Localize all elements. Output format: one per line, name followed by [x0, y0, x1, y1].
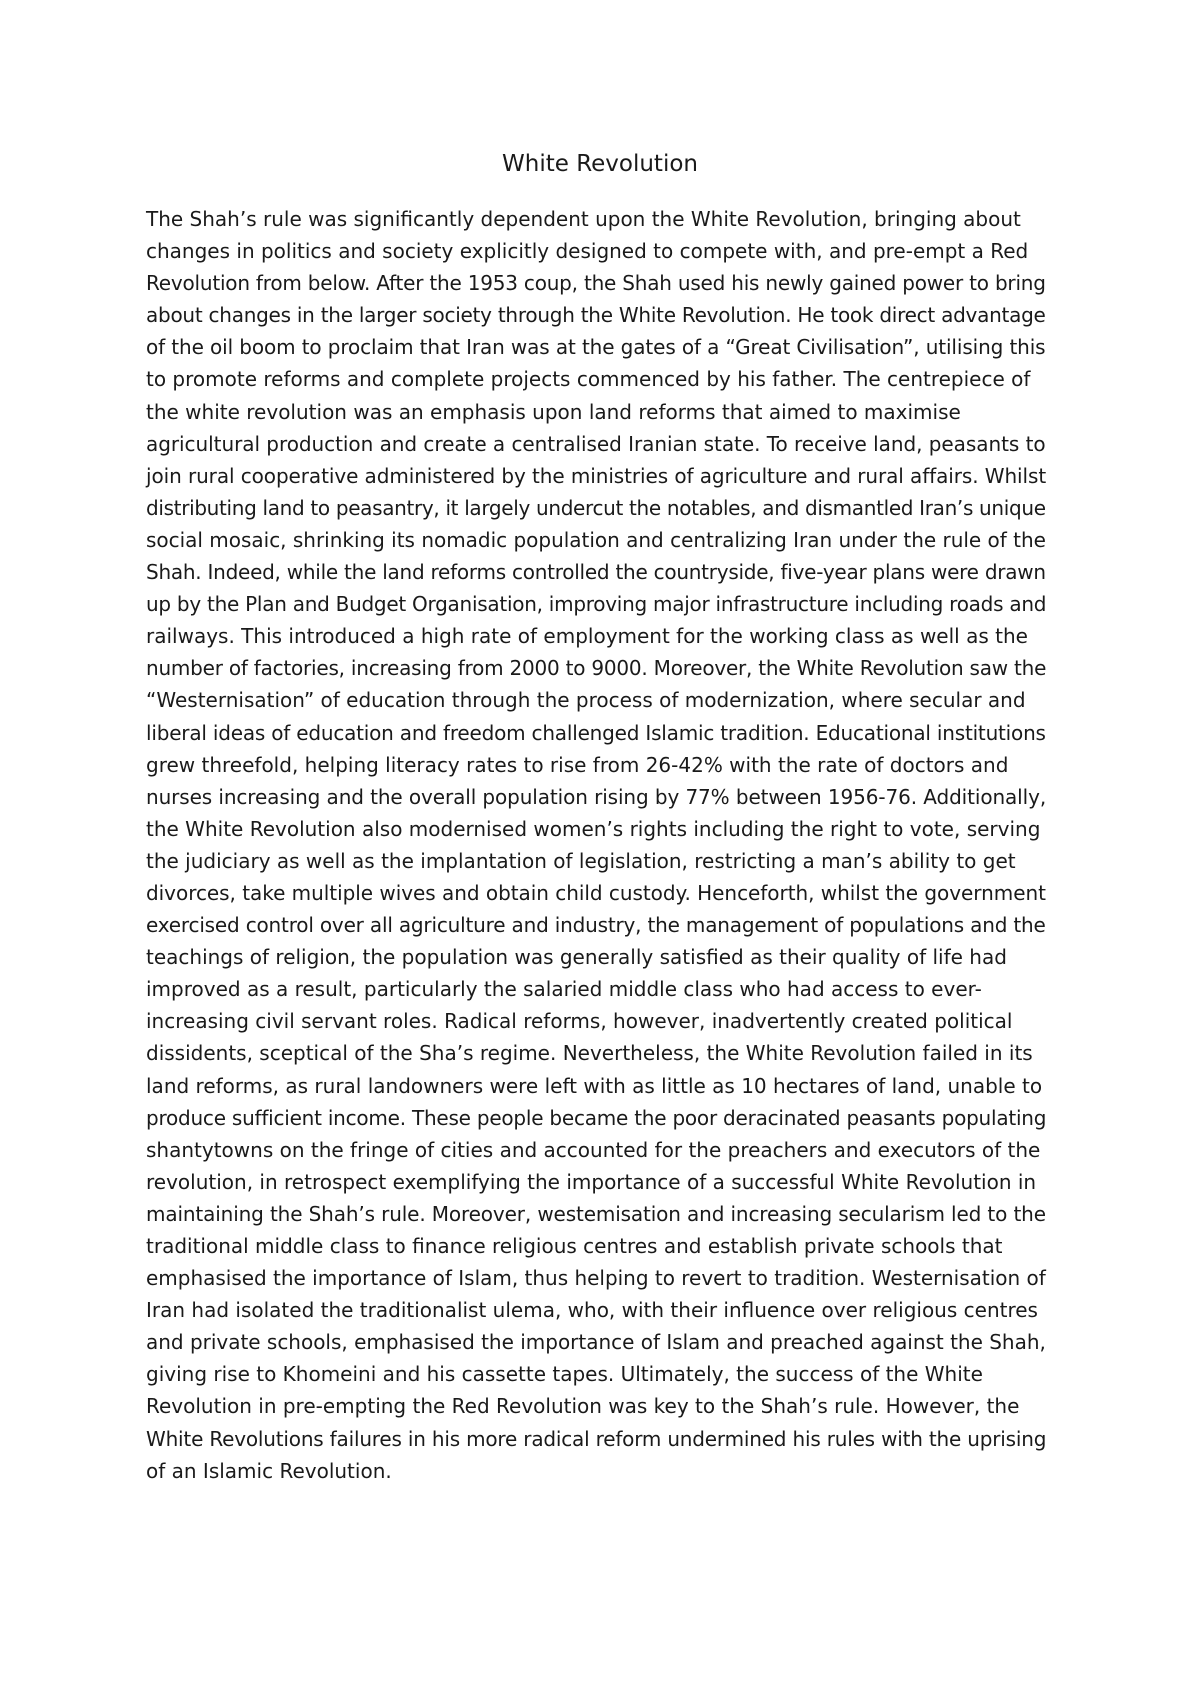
text-line: divorces, take multiple wives and obtain child custody. Henceforth, whilst the government [146, 880, 1046, 905]
text-line: dissidents, sceptical of the Sha’s regime. Nevertheless, the White Revolution failed in its [146, 1041, 1033, 1066]
text-line: Iran had isolated the traditionalist ulema, who, with their influence over religious centres [146, 1298, 1038, 1323]
text-line: the judiciary as well as the implantation of legislation, restricting a man’s ability to get [146, 848, 1016, 873]
text-line: to promote reforms and complete projects commenced by his father. The centrepiece of [146, 367, 1031, 392]
text-line: up by the Plan and Budget Organisation, improving major infrastructure including roads and [146, 592, 1047, 617]
text-line: the white revolution was an emphasis upon land reforms that aimed to maximise [146, 399, 961, 424]
text-line: distributing land to peasantry, it largely undercut the notables, and dismantled Iran’s unique [146, 495, 1046, 520]
text-line: improved as a result, particularly the salaried middle class who had access to ever- [146, 977, 982, 1002]
text-line: Revolution from below. After the 1953 coup, the Shah used his newly gained power to bring [146, 271, 1046, 296]
text-line: land reforms, as rural landowners were left with as little as 10 hectares of land, unable to [146, 1073, 1043, 1098]
text-line: of the oil boom to proclaim that Iran was at the gates of a “Great Civilisation”, utilising this [146, 335, 1046, 360]
text-line: grew threefold, helping literacy rates to rise from 26-42% with the rate of doctors and [146, 752, 1009, 777]
text-line: Revolution in pre-empting the Red Revolution was key to the Shah’s rule. However, the [146, 1394, 1020, 1419]
text-line: the White Revolution also modernised women’s rights including the right to vote, serving [146, 816, 1041, 841]
text-line: produce sufficient income. These people became the poor deracinated peasants populating [146, 1105, 1047, 1130]
document-title: White Revolution [502, 151, 698, 177]
text-line: about changes in the larger society through the White Revolution. He took direct advantage [146, 303, 1046, 328]
text-line: of an Islamic Revolution. [146, 1458, 392, 1483]
body-paragraph [146, 203, 1200, 1487]
text-line: giving rise to Khomeini and his cassette tapes. Ultimately, the success of the White [146, 1362, 983, 1387]
text-line: revolution, in retrospect exemplifying the importance of a successful White Revolution in [146, 1169, 1037, 1194]
text-line: number of factories, increasing from 2000 to 9000. Moreover, the White Revolution saw the [146, 656, 1047, 681]
text-line: teachings of religion, the population was generally satisfied as their quality of life had [146, 945, 1007, 970]
text-line: railways. This introduced a high rate of employment for the working class as well as the [146, 624, 1028, 649]
text-line: join rural cooperative administered by the ministries of agriculture and rural affairs. Whilst [146, 463, 1047, 488]
text-line: maintaining the Shah’s rule. Moreover, westemisation and increasing secularism led to the [146, 1201, 1046, 1226]
text-line: traditional middle class to finance religious centres and establish private schools that [146, 1234, 1003, 1258]
text-line: liberal ideas of education and freedom challenged Islamic tradition. Educational institutions [146, 720, 1046, 745]
text-line: changes in politics and society explicitly designed to compete with, and pre-empt a Red [146, 239, 1029, 264]
text-line: Shah. Indeed, while the land reforms controlled the countryside, five-year plans were drawn [146, 560, 1046, 585]
text-line: social mosaic, shrinking its nomadic population and centralizing Iran under the rule of the [146, 527, 1046, 552]
text-line: nurses increasing and the overall population rising by 77% between 1956-76. Additionally, [146, 784, 1047, 809]
text-line: The Shah’s rule was significantly dependent upon the White Revolution, bringing about [146, 207, 1021, 231]
text-line: agricultural production and create a centralised Iranian state. To receive land, peasants to [146, 431, 1046, 456]
text-line: shantytowns on the fringe of cities and accounted for the preachers and executors of the [146, 1137, 1041, 1162]
text-line: “Westernisation” of education through the process of modernization, where secular and [146, 688, 1026, 713]
text-line: exercised control over all agriculture and industry, the management of populations and the [146, 913, 1046, 938]
text-line: increasing civil servant roles. Radical reforms, however, inadvertently created political [146, 1009, 1013, 1034]
text-line: White Revolutions failures in his more radical reform undermined his rules with the uprising [146, 1426, 1047, 1451]
text-line: and private schools, emphasised the importance of Islam and preached against the Shah, [146, 1330, 1046, 1355]
text-line: emphasised the importance of Islam, thus helping to revert to tradition. Westernisation of [146, 1266, 1046, 1291]
